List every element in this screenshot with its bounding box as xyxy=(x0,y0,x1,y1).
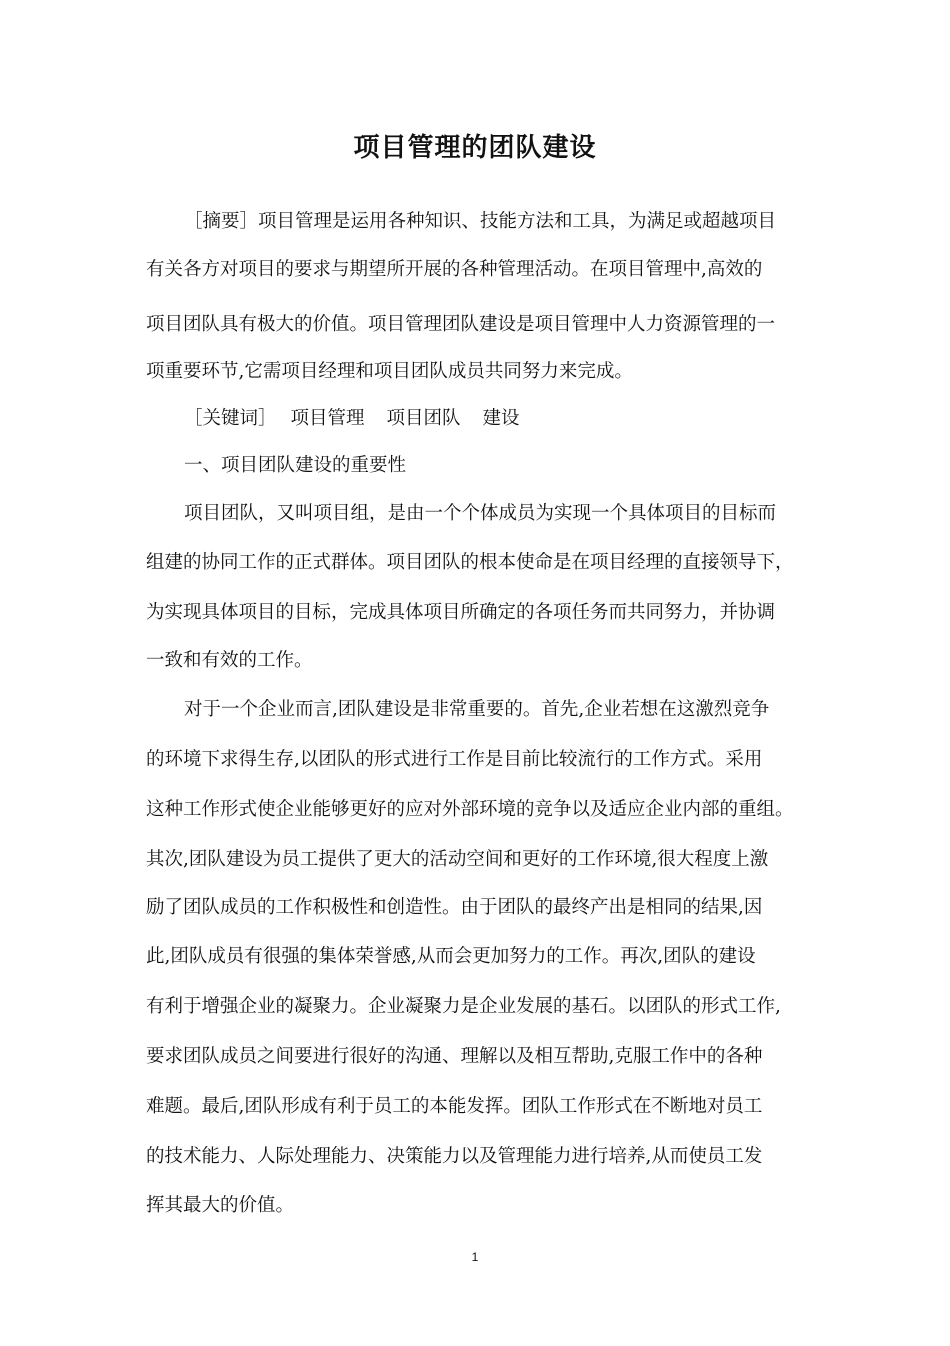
abstract-line: ［摘要］项目管理是运用各种知识、技能方法和工具，为满足或超越项目 xyxy=(184,211,777,232)
paragraph-line: 有利于增强企业的凝聚力。企业凝聚力是企业发展的基石。以团队的形式工作, xyxy=(146,996,781,1017)
paragraph-line: 其次,团队建设为员工提供了更大的活动空间和更好的工作环境,很大程度上激 xyxy=(146,849,769,870)
paragraph-line: 难题。最后,团队形成有利于员工的本能发挥。团队工作形式在不断地对员工 xyxy=(146,1096,763,1117)
abstract-line: 有关各方对项目的要求与期望所开展的各种管理活动。在项目管理中,高效的 xyxy=(146,259,763,280)
keywords-label: ［关键词］ xyxy=(184,408,277,429)
paragraph-line: 项目团队，又叫项目组，是由一个个体成员为实现一个具体项目的目标而 xyxy=(184,503,777,524)
section-heading: 一、项目团队建设的重要性 xyxy=(184,455,407,476)
paragraph-line: 这种工作形式使企业能够更好的应对外部环境的竞争以及适应企业内部的重组。 xyxy=(146,799,794,820)
abstract-line: 项目团队具有极大的价值。项目管理团队建设是项目管理中人力资源管理的一 xyxy=(146,314,776,335)
paragraph-line: 要求团队成员之间要进行很好的沟通、理解以及相互帮助,克服工作中的各种 xyxy=(146,1046,763,1067)
paragraph-line: 为实现具体项目的目标，完成具体项目所确定的各项任务而共同努力，并协调 xyxy=(146,602,776,623)
keyword-item: 项目管理 xyxy=(290,408,365,429)
paragraph-line: 组建的协同工作的正式群体。项目团队的根本使命是在项目经理的直接领导下， xyxy=(146,552,794,573)
keyword-item: 项目团队 xyxy=(386,408,461,429)
keywords-line xyxy=(184,404,520,434)
paragraph-line: 的技术能力、人际处理能力、决策能力以及管理能力进行培养,从而使员工发 xyxy=(146,1146,763,1167)
paragraph-line: 对于一个企业而言,团队建设是非常重要的。首先,企业若想在这激烈竞争 xyxy=(184,699,770,720)
document-title: 项目管理的团队建设 xyxy=(353,133,597,163)
paragraph-line: 挥其最大的价值。 xyxy=(146,1195,295,1216)
page-number: 1 xyxy=(471,1250,479,1264)
keyword-item: 建设 xyxy=(482,408,520,429)
paragraph-line: 一致和有效的工作。 xyxy=(146,650,313,671)
abstract-line: 项重要环节,它需项目经理和项目团队成员共同努力来完成。 xyxy=(146,361,633,382)
paragraph-line: 此,团队成员有很强的集体荣誉感,从而会更加努力的工作。再次,团队的建设 xyxy=(146,946,756,967)
paragraph-line: 励了团队成员的工作积极性和创造性。由于团队的最终产出是相同的结果,因 xyxy=(146,897,763,918)
paragraph-line: 的环境下求得生存,以团队的形式进行工作是目前比较流行的工作方式。采用 xyxy=(146,749,763,770)
